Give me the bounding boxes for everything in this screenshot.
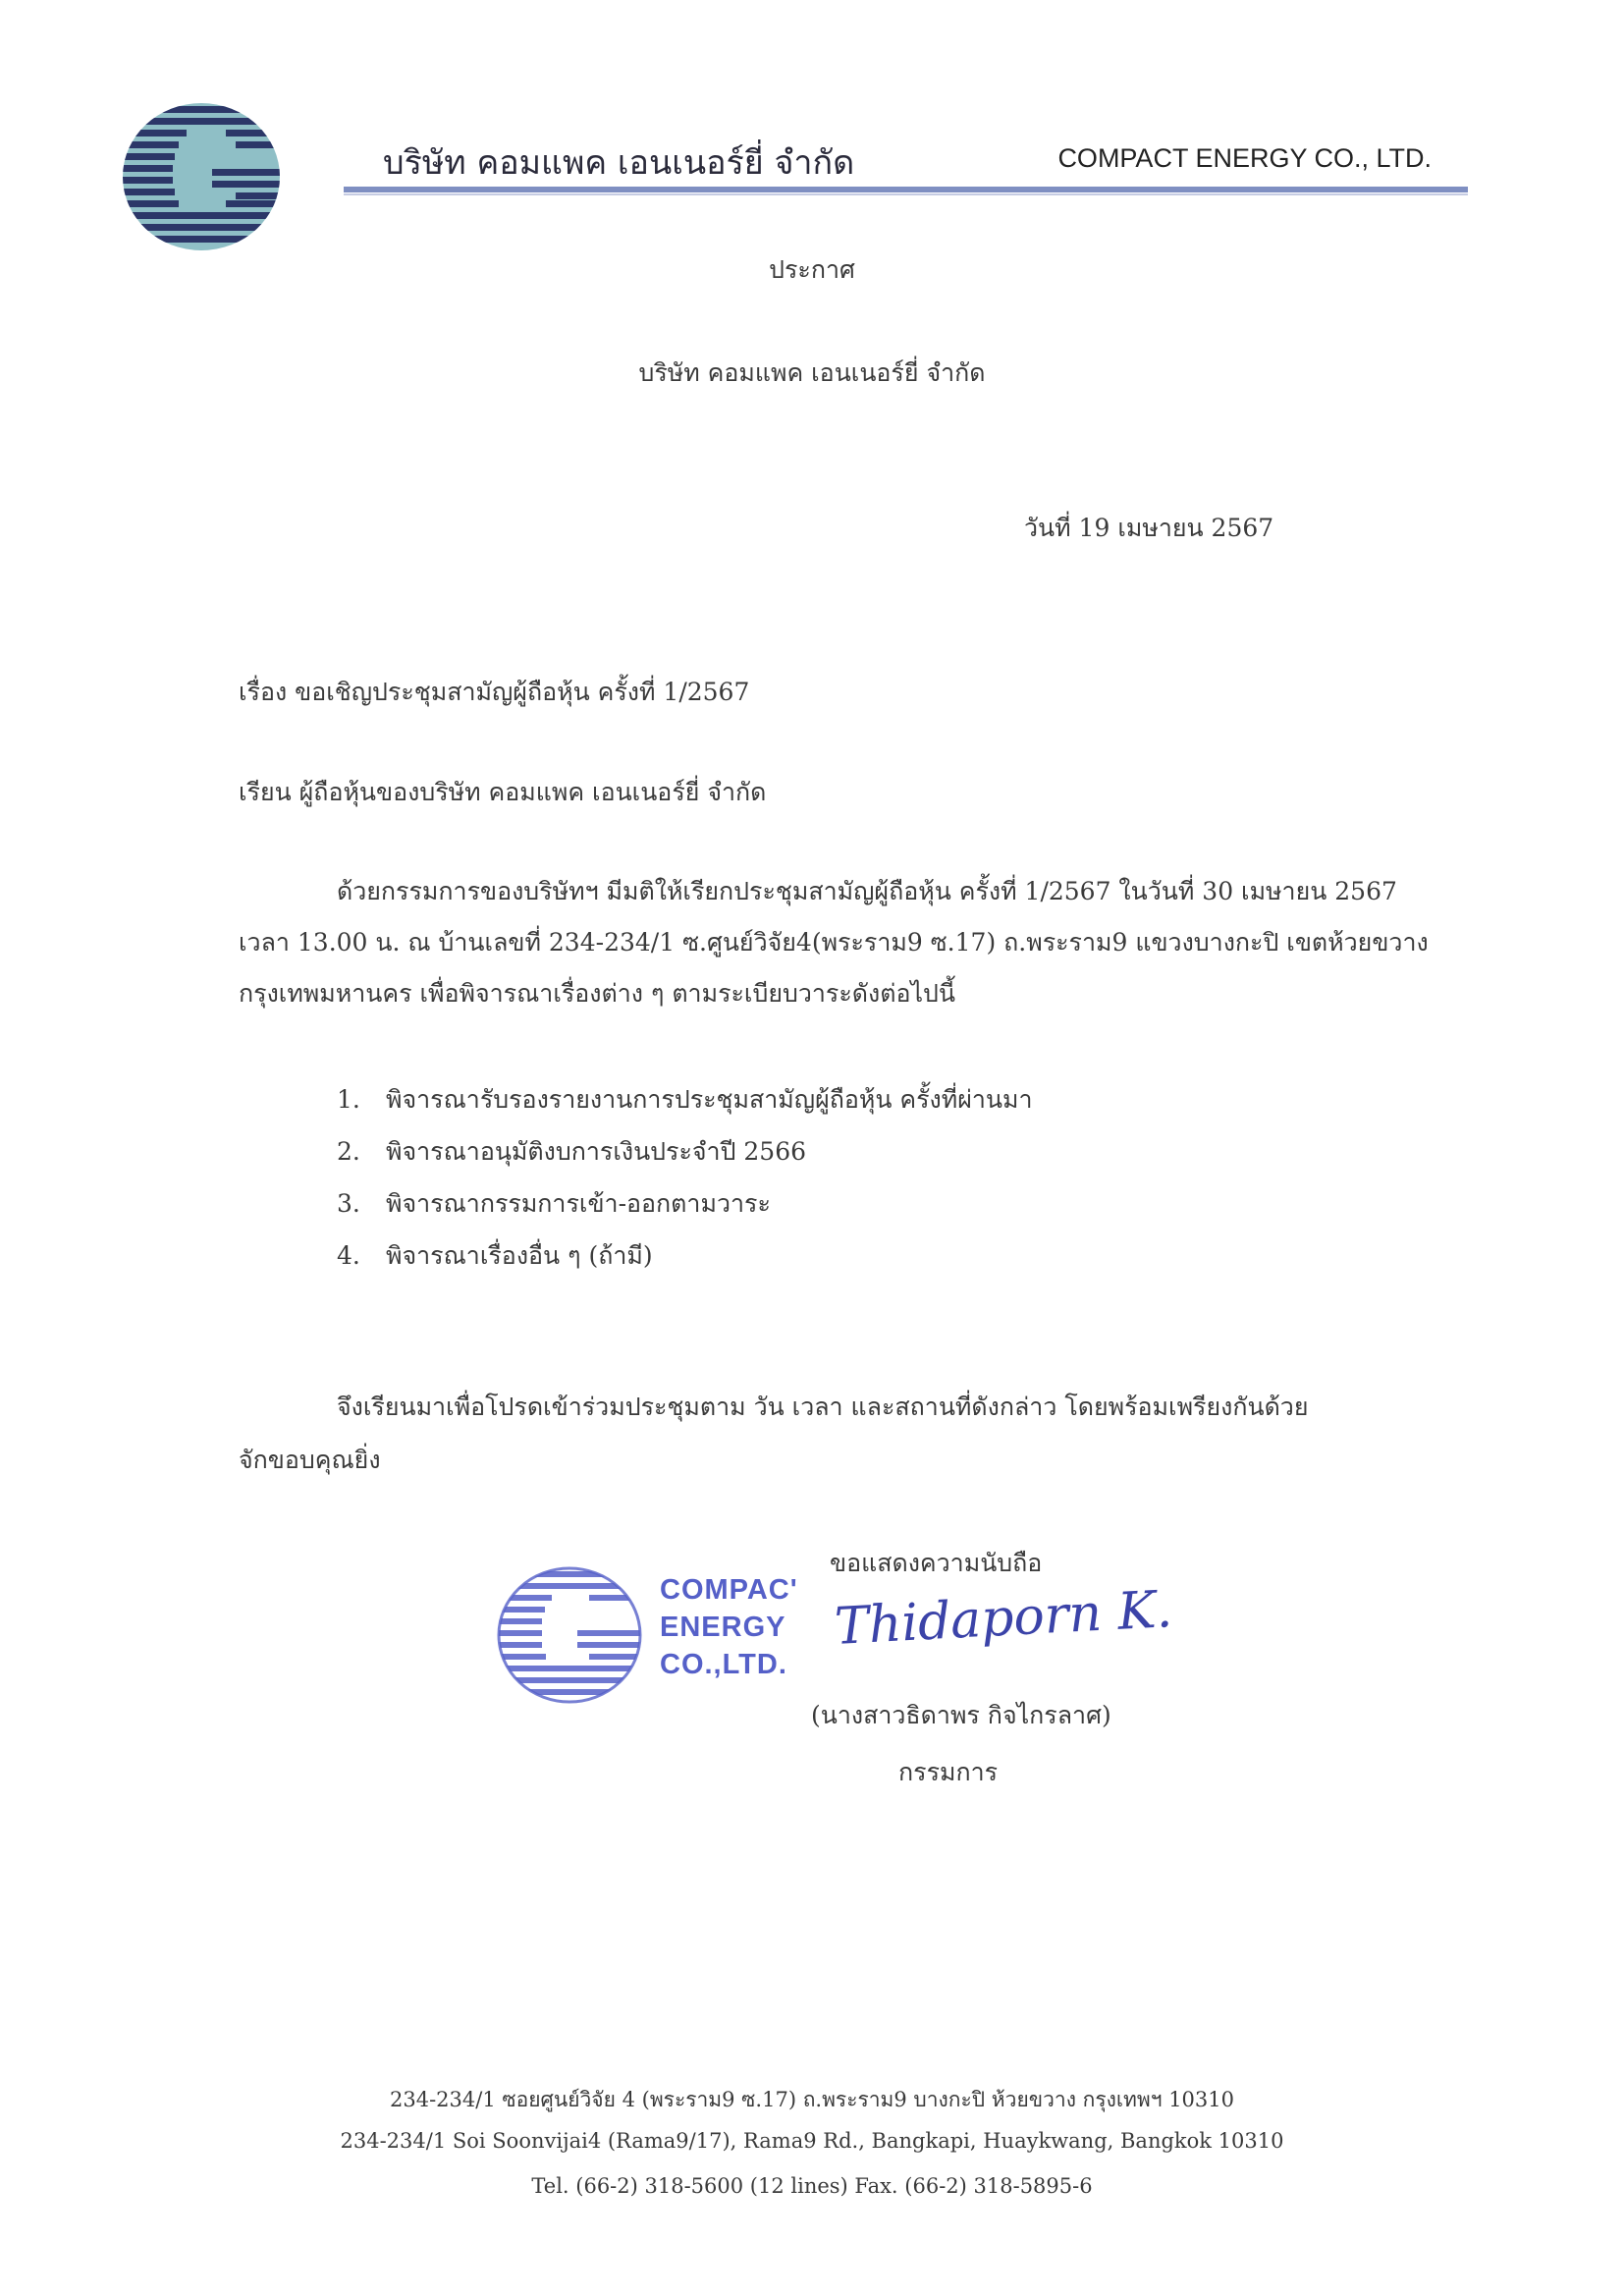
document-subject: เรื่อง ขอเชิญประชุมสามัญผู้ถือหุ้น ครั้งที่ 1/2567 (239, 678, 750, 706)
agenda-number: 4. (337, 1241, 360, 1270)
agenda-item (337, 1236, 653, 1276)
agenda-number: 3. (337, 1189, 360, 1218)
stamp-line: ENERGY (660, 1612, 786, 1643)
company-stamp-text (660, 1571, 798, 1683)
company-stamp-icon (491, 1561, 648, 1709)
document-recipient: เรียน ผู้ถือหุ้นของบริษัท คอมแพค เอนเนอร์ยี่ จำกัด (239, 778, 767, 806)
intro-line-1: ด้วยกรรมการของบริษัทฯ มีมติให้เรียกประชุมสามัญผู้ถือหุ้น ครั้งที่ 1/2567 ในวันที่ 30 เมษายน 2567 (337, 877, 1397, 905)
agenda-text: พิจารณากรรมการเข้า-ออกตามวาระ (386, 1189, 771, 1218)
agenda-item (337, 1132, 806, 1172)
footer-address-english: 234-234/1 Soi Soonvijai4 (Rama9/17), Rama9 Rd., Bangkapi, Huaykwang, Bangkok 10310 (340, 2129, 1284, 2153)
agenda-text: พิจารณาเรื่องอื่น ๆ (ถ้ามี) (386, 1241, 653, 1270)
stamp-line: CO.,LTD. (660, 1649, 787, 1680)
signer-position: กรรมการ (898, 1758, 999, 1786)
agenda-item (337, 1080, 1033, 1120)
footer-address-thai: 234-234/1 ซอยศูนย์วิจัย 4 (พระราม9 ซ.17) ถ.พระราม9 บางกะปิ ห้วยขวาง กรุงเทพฯ 10310 (389, 2088, 1234, 2111)
agenda-item (337, 1184, 771, 1224)
agenda-text: พิจารณาอนุมัติงบการเงินประจำปี 2566 (386, 1137, 807, 1166)
intro-line-3: กรุงเทพมหานคร เพื่อพิจารณาเรื่องต่าง ๆ ตามระเบียบวาระดังต่อไปนี้ (239, 979, 956, 1008)
agenda-number: 2. (337, 1137, 360, 1166)
stamp-line: COMPAC' (660, 1574, 798, 1606)
agenda-number: 1. (337, 1085, 360, 1114)
document-date: วันที่ 19 เมษายน 2567 (1024, 514, 1274, 542)
globe-logo-icon (118, 98, 285, 255)
document-title: ประกาศ (769, 255, 855, 284)
document-issuer: บริษัท คอมแพค เอนเนอร์ยี่ จำกัด (638, 358, 986, 387)
regards-text: ขอแสดงความนับถือ (830, 1549, 1043, 1577)
header-divider-shadow (344, 193, 1468, 195)
handwritten-signature: Thidaporn K. (833, 1580, 1174, 1657)
intro-line-2: เวลา 13.00 น. ณ บ้านเลขที่ 234-234/1 ซ.ศูนย์วิจัย4(พระราม9 ซ.17) ถ.พระราม9 แขวงบางกะปิ เขตห้วยขวาง (239, 928, 1429, 957)
agenda-text: พิจารณารับรองรายงานการประชุมสามัญผู้ถือหุ้น ครั้งที่ผ่านมา (386, 1085, 1033, 1114)
company-name-english: COMPACT ENERGY CO., LTD. (1057, 143, 1432, 173)
header-divider (344, 187, 1468, 192)
footer-contact: Tel. (66-2) 318-5600 (12 lines) Fax. (66-2) 318-5895-6 (531, 2174, 1093, 2198)
closing-line-1: จึงเรียนมาเพื่อโปรดเข้าร่วมประชุมตาม วัน เวลา และสถานที่ดังกล่าว โดยพร้อมเพรียงกันด้วย (337, 1393, 1309, 1421)
closing-line-2: จักขอบคุณยิ่ง (239, 1446, 381, 1474)
company-name-thai: บริษัท คอมแพค เอนเนอร์ยี่ จำกัด (383, 143, 855, 183)
signer-name: (นางสาวธิดาพร กิจไกรลาศ) (811, 1701, 1111, 1729)
